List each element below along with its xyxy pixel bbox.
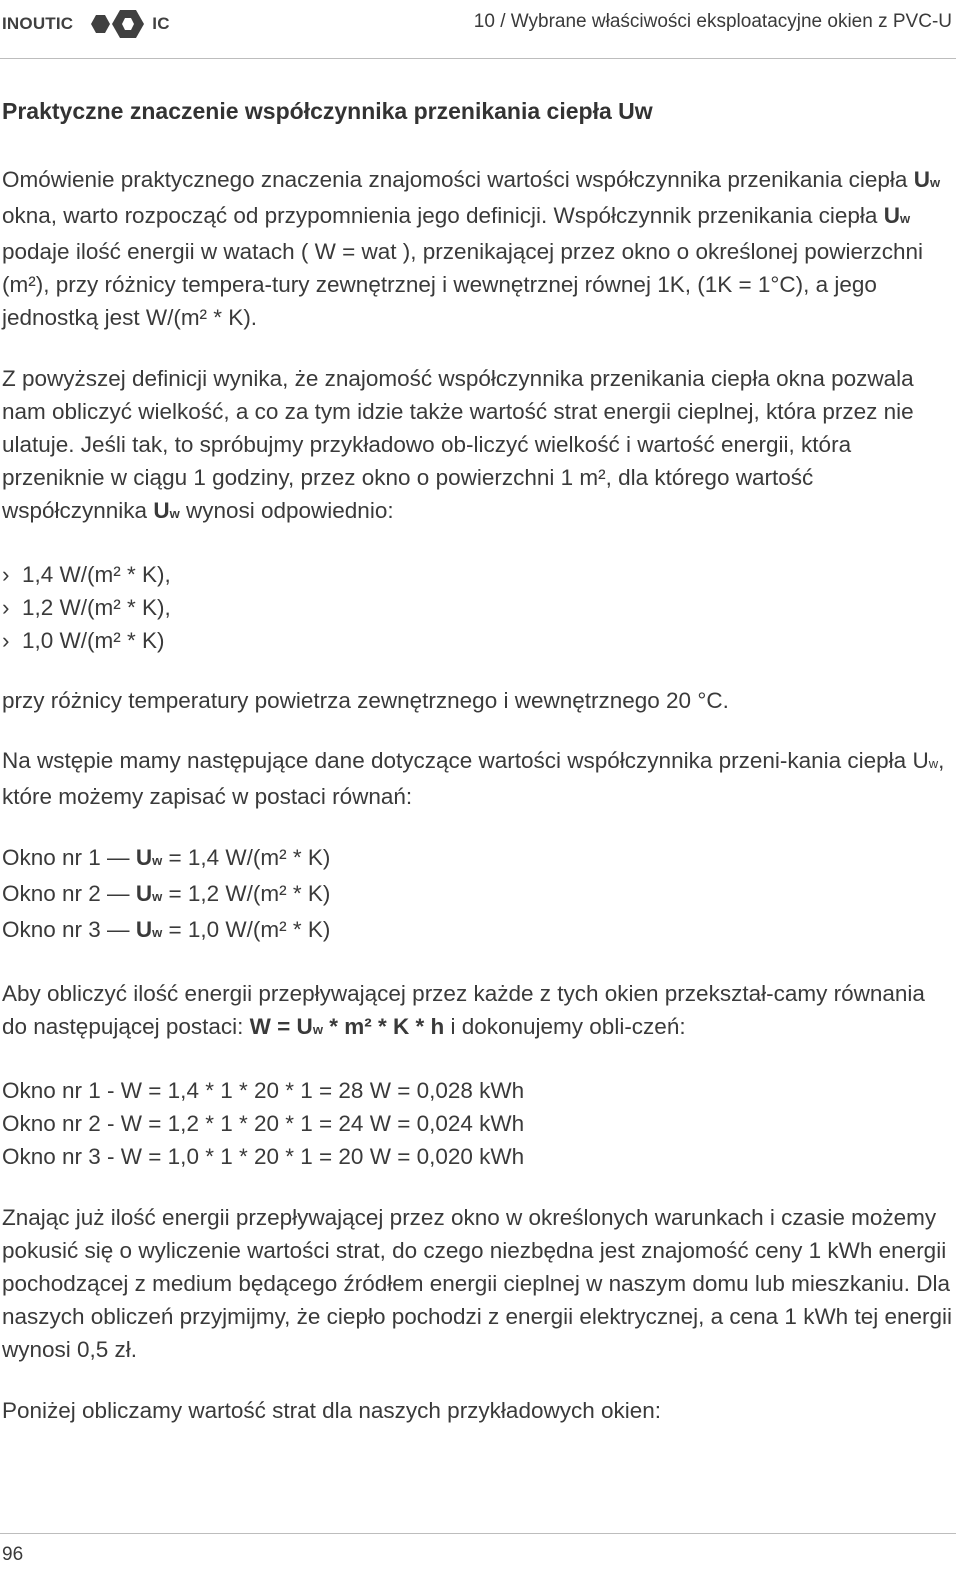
running-title: 10 / Wybrane właściwości eksploatacyjne okien z PVC-U xyxy=(473,11,952,32)
subscript: w xyxy=(928,756,939,771)
paragraph-consequence xyxy=(2,362,952,530)
list-item: › 1,2 W/(m² * K), xyxy=(2,591,952,624)
calculations-block xyxy=(2,1074,952,1173)
uw-symbol: Uw xyxy=(913,167,941,192)
uw-values-list xyxy=(2,558,952,657)
text-fragment: okna, warto rozpocząć od przypomnienia jego definicji. Współczynnik przenikania ciepła xyxy=(2,203,884,228)
logo xyxy=(2,8,170,40)
text-fragment: podaje ilość energii w watach ( W = wat ), przenikającej przez okno o określonej powierzchni (m²), przy różnicy tempera-tury zewnętrznej i wewnętrznej równej 1K, (1K = 1°C), a jego jednostką jest W/(m² * K). xyxy=(2,239,924,330)
uw-symbol: Uw xyxy=(153,498,180,523)
text-fragment: Na wstępie mamy następujące dane dotyczące wartości współczynnika przeni-kania ciepła U xyxy=(2,748,929,773)
calculation-line: Okno nr 2 - W = 1,2 * 1 * 20 * 1 = 24 W = 0,024 kWh xyxy=(2,1111,525,1136)
calculation-line: Okno nr 1 - W = 1,4 * 1 * 20 * 1 = 28 W = 0,028 kWh xyxy=(2,1078,525,1103)
section-title: Praktyczne znaczenie współczynnika przenikania ciepła Uw xyxy=(2,98,653,124)
text-fragment: i dokonujemy obli-czeń: xyxy=(444,1014,686,1039)
logo-text-right: IC xyxy=(152,14,170,33)
paragraph-definition xyxy=(2,163,952,334)
calculation-line: Okno nr 3 - W = 1,0 * 1 * 20 * 1 = 20 W = 0,020 kWh xyxy=(2,1144,525,1169)
page-header xyxy=(0,0,956,59)
paragraph-data-intro xyxy=(2,744,952,813)
formula: W = Uw * m² * K * h xyxy=(249,1014,445,1039)
page-number: 96 xyxy=(2,1544,24,1565)
paragraph-losses-intro: Poniżej obliczamy wartość strat dla naszych przykładowych okien: xyxy=(2,1398,662,1423)
text-fragment: Z powyższej definicji wynika, że znajomość współczynnika przenikania ciepła okna pozwala nam obliczyć wielkość, a co za tym idzie także wartość strat energii cieplnej, która przez nie ulatuje. Jeśli tak, to spróbujmy przykładowo ob-liczyć wielkość i wartość energii, która przeniknie w ciągu 1 godziny, przez okno o powierzchni 1 m², dla którego wartość współczynnika xyxy=(2,366,914,523)
paragraph-temperature: przy różnicy temperatury powietrza zewnętrznego i wewnętrznego 20 °C. xyxy=(2,688,729,713)
list-item: › 1,4 W/(m² * K), xyxy=(2,558,952,591)
text-fragment: , które możemy zapisać w postaci równań: xyxy=(2,748,945,809)
equation-line: Okno nr 1 — Uw = 1,4 W/(m² * K) xyxy=(2,845,331,870)
uw-symbol: Uw xyxy=(883,203,911,228)
text-fragment: wynosi odpowiednio: xyxy=(179,498,394,523)
main-content xyxy=(2,93,952,1427)
logo-text-left: INOUTIC xyxy=(2,14,74,33)
equation-line: Okno nr 2 — Uw = 1,2 W/(m² * K) xyxy=(2,881,331,906)
paragraph-cost: Znając już ilość energii przepływającej przez okno w określonych warunkach i czasie możemy pokusić się o wyliczenie wartości strat, do czego niezbędna jest znajomość ceny 1 kWh energii pochodzącej z medium będącego źródłem energii cieplnej w naszym domu lub mieszkaniu. Dla naszych obliczeń przyjmijmy, że ciepło pochodzi z energii elektrycznej, a cena 1 kWh tej energii wynosi 0,5 zł. xyxy=(2,1205,953,1362)
equations-block xyxy=(2,841,952,949)
text-fragment: Omówienie praktycznego znaczenia znajomości wartości współczynnika przenikania ciepła xyxy=(2,167,914,192)
list-item: › 1,0 W/(m² * K) xyxy=(2,624,952,657)
equation-line: Okno nr 3 — Uw = 1,0 W/(m² * K) xyxy=(2,917,331,942)
text-fragment: Aby obliczyć ilość energii przepływającej przez każde z tych okien przekształ-camy równania do następującej postaci: xyxy=(2,981,925,1039)
hexagon-logo-icon xyxy=(88,7,146,41)
paragraph-transform xyxy=(2,977,952,1046)
footer-rule xyxy=(0,1533,956,1534)
